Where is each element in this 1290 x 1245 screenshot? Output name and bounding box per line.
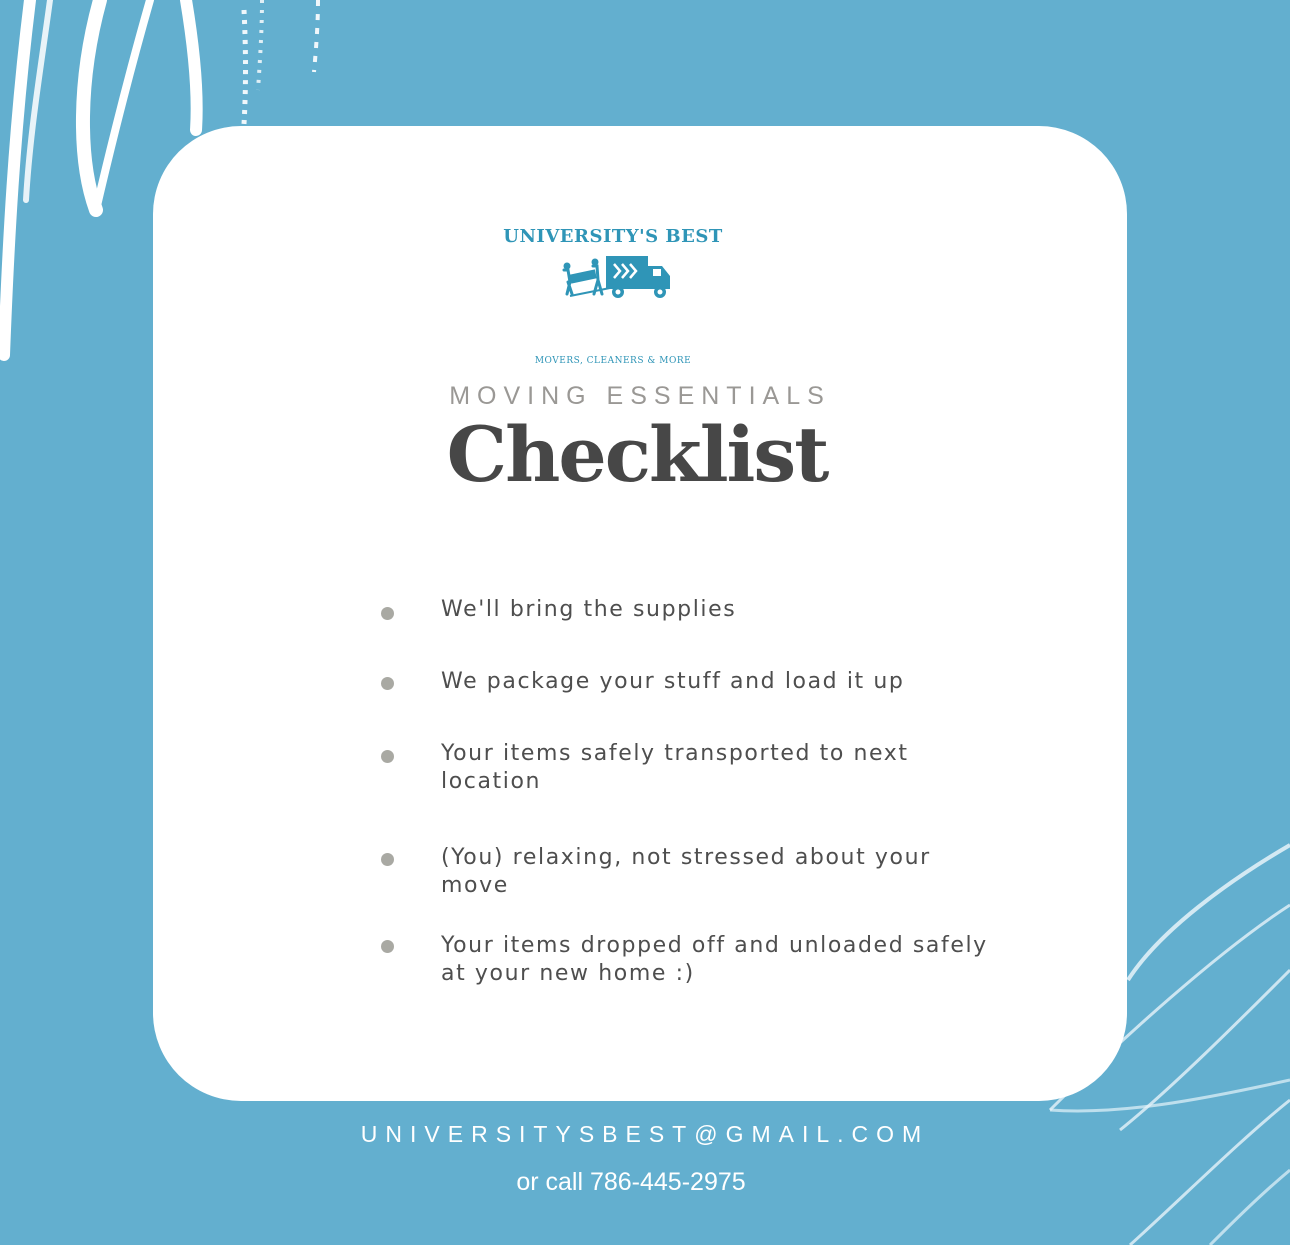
bullet-dot	[381, 853, 394, 866]
list-item-text: Your items safely transported to next location	[441, 741, 909, 794]
bullet-dot	[381, 750, 394, 763]
page-title: Checklist	[446, 410, 828, 499]
bullet-dot	[381, 940, 394, 953]
checklist-card	[153, 126, 1127, 1101]
moving-truck-icon	[558, 252, 676, 302]
logo-company-name: UNIVERSITY'S BEST	[503, 226, 723, 247]
contact-email[interactable]: UNIVERSITYSBEST@GMAIL.COM	[360, 1121, 930, 1147]
bullet-dot	[381, 677, 394, 690]
list-item-text: We'll bring the supplies	[441, 597, 737, 622]
subtitle-moving-essentials: MOVING ESSENTIALS	[449, 382, 831, 410]
bullet-dot	[381, 607, 394, 620]
company-logo	[480, 180, 740, 370]
list-item-text: (You) relaxing, not stressed about your move	[441, 845, 931, 898]
list-item-text: We package your stuff and load it up	[441, 669, 905, 694]
list-item-text: Your items dropped off and unloaded safely at your new home :)	[441, 933, 988, 986]
logo-tagline: MOVERS, CLEANERS & MORE	[534, 356, 692, 366]
contact-phone[interactable]: or call 786-445-2975	[516, 1168, 746, 1196]
